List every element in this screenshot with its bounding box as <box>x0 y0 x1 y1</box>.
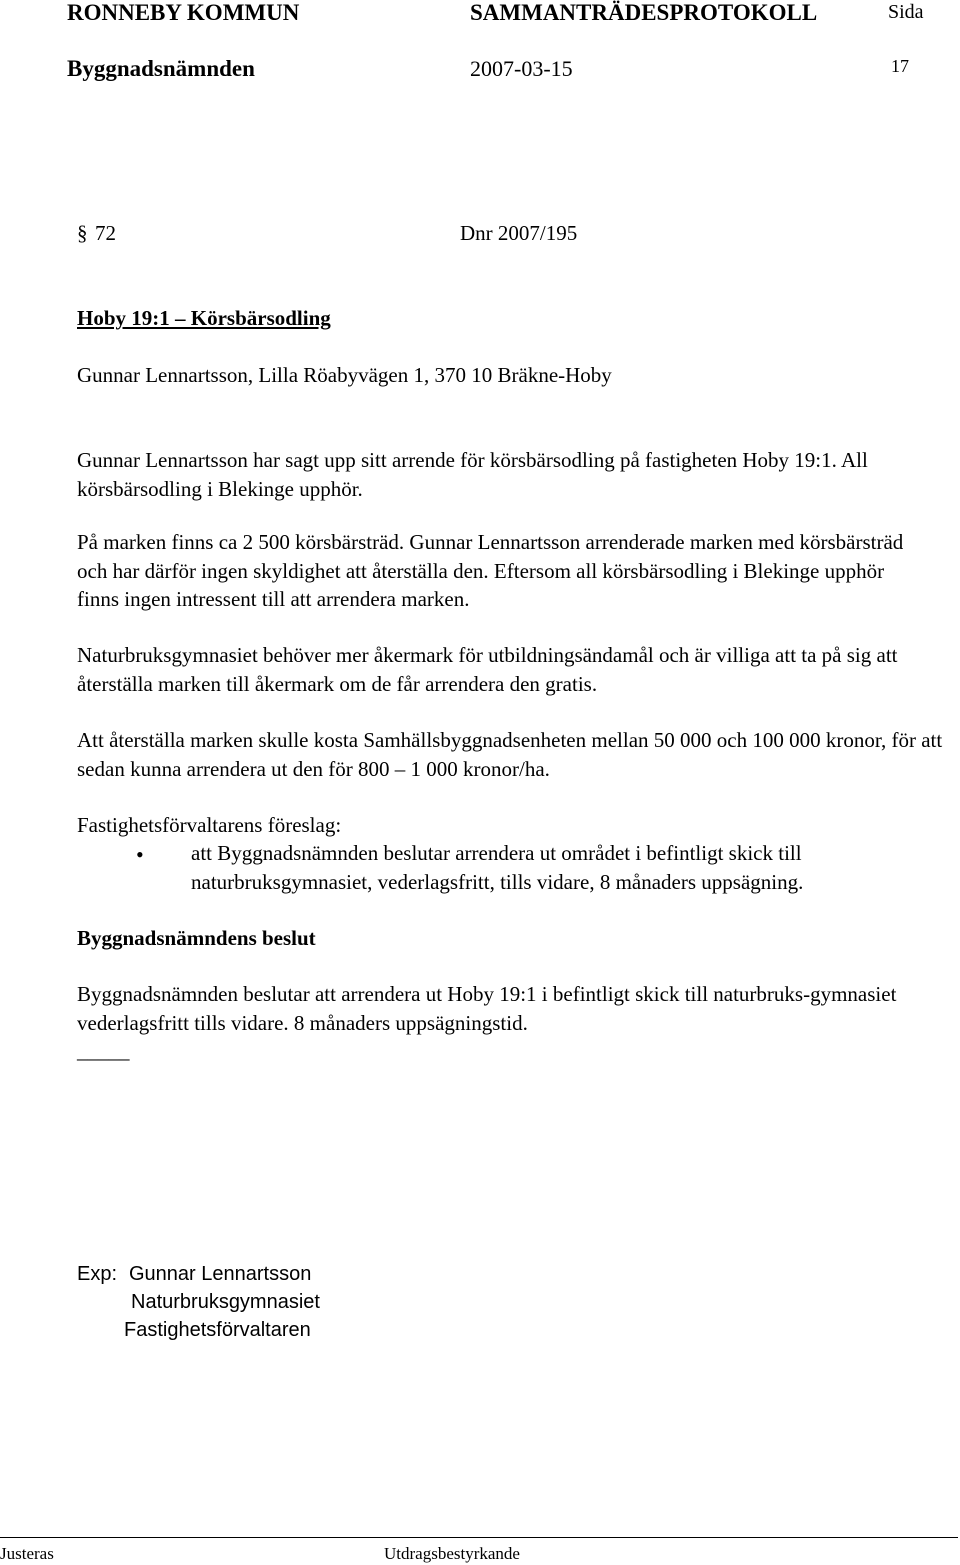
header-page-label: Sida <box>888 1 924 23</box>
paragraph-4: Att återställa marken skulle kosta Samhällsbyggnadsenheten mellan 50 000 och 100 000 kronor, för att sedan kunna arrendera ut den för 800 – 1 000 kronor/ha. <box>77 728 943 781</box>
distribution-label: Exp: <box>77 1263 118 1285</box>
paragraph-1: Gunnar Lennartsson har sagt upp sitt arrende för körsbärsodling på fastigheten Hoby 19:1. All körsbärsodling i Blekinge upphör. <box>77 448 868 501</box>
proposal-heading: Fastighetsförvaltarens föreslag: <box>77 813 342 837</box>
footer-divider <box>0 1537 958 1538</box>
bullet-icon: • <box>136 842 144 867</box>
paragraph-2: På marken finns ca 2 500 körsbärsträd. Gunnar Lennartsson arrenderade marken med körsbärsträd och har därför ingen skyldighet att återställa den. Eftersom all körsbärsodling i Blekinge upphör finns ingen intressent till att arrendera marken. <box>77 530 904 611</box>
header-org: RONNEBY KOMMUN <box>67 0 300 25</box>
header-doc-type: SAMMANTRÄDESPROTOKOLL <box>470 0 818 25</box>
footer-utdragsbestyrkande: Utdragsbestyrkande <box>384 1544 520 1563</box>
section-number: 72 <box>95 221 116 245</box>
header-date: 2007-03-15 <box>470 56 573 81</box>
distribution-recipient: Gunnar Lennartsson <box>129 1263 312 1285</box>
distribution-recipient: Fastighetsförvaltaren <box>124 1319 311 1341</box>
distribution-recipient: Naturbruksgymnasiet <box>131 1291 320 1313</box>
section-symbol: § <box>77 221 88 245</box>
proposal-item: att Byggnadsnämnden beslutar arrendera ut området i befintligt skick till naturbruksgymnasiet, vederlagsfritt, tills vidare, 8 månaders uppsägning. <box>191 841 804 894</box>
header-page-number: 17 <box>891 56 909 76</box>
page-title: Hoby 19:1 – Körsbärsodling <box>77 306 331 330</box>
decision-heading: Byggnadsnämndens beslut <box>77 926 316 950</box>
section-dnr: Dnr 2007/195 <box>460 221 578 245</box>
decision-divider: _____ <box>77 1039 130 1063</box>
paragraph-3: Naturbruksgymnasiet behöver mer åkermark för utbildningsändamål och är villiga att ta på sig att återställa marken till åkermark om de får arrendera den gratis. <box>77 643 898 696</box>
footer-justeras: Justeras <box>0 1544 54 1563</box>
addressee: Gunnar Lennartsson, Lilla Röabyvägen 1, 370 10 Bräkne-Hoby <box>77 363 612 387</box>
header-committee: Byggnadsnämnden <box>67 56 255 81</box>
decision-text: Byggnadsnämnden beslutar att arrendera ut Hoby 19:1 i befintligt skick till naturbruks-gymnasiet vederlagsfritt tills vidare. 8 månaders uppsägningstid. <box>77 982 897 1035</box>
